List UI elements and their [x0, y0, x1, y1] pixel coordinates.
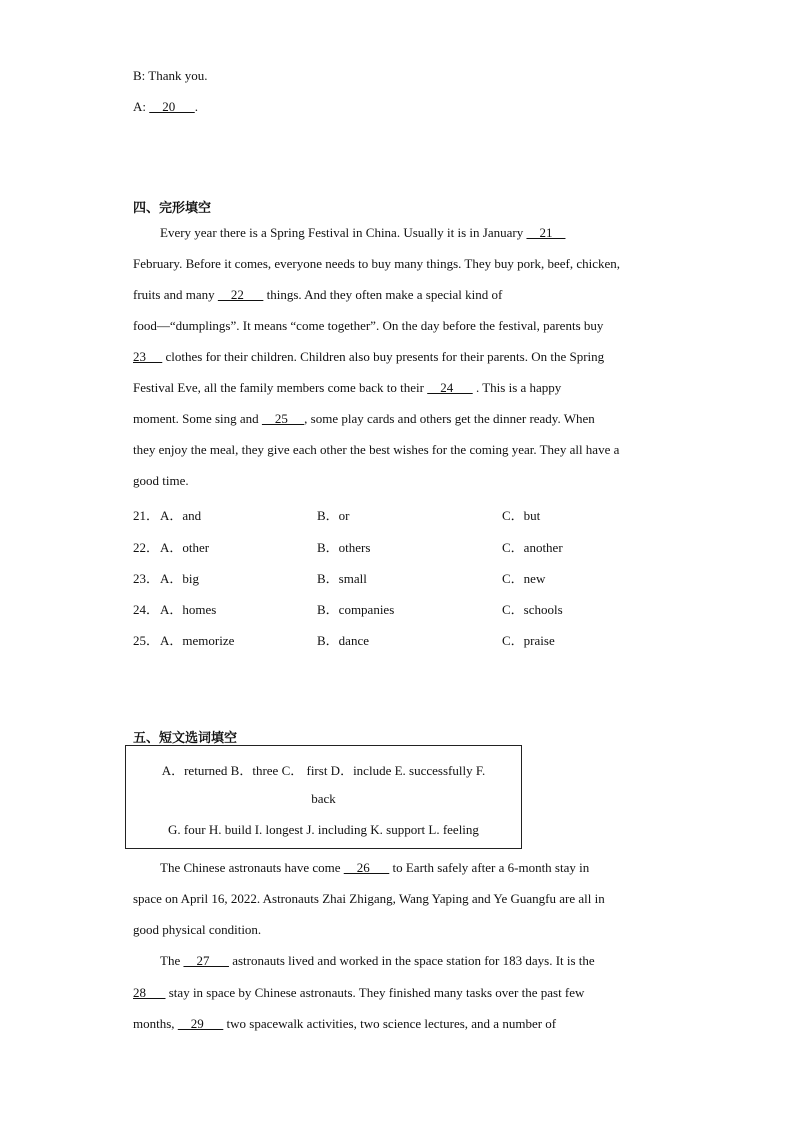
line-text: Festival Eve, all the family members come back to their [133, 380, 428, 395]
passage-line-5 [133, 985, 661, 1001]
question-number: 21． [133, 508, 160, 523]
option-a[interactable]: A．and [160, 508, 202, 523]
line-text: things. And they often make a special kind of [263, 287, 503, 302]
line-text: astronauts lived and worked in the space station for 183 days. It is the [228, 953, 595, 968]
passage-line-2 [133, 891, 661, 907]
cloze-line-2 [133, 256, 661, 272]
answer-blank-20[interactable]: 20 [149, 99, 195, 114]
cloze-line-1 [160, 225, 661, 241]
line-text: good time. [133, 473, 189, 488]
cloze-line-8 [133, 442, 661, 458]
question-number: 22． [133, 540, 160, 555]
answer-blank-26[interactable]: 26 [343, 860, 390, 875]
cloze-line-6 [133, 380, 661, 396]
option-b[interactable]: B．dance [317, 633, 369, 648]
option-c[interactable]: C．praise [502, 633, 555, 648]
option-b[interactable]: B．companies [317, 602, 395, 617]
line-text: fruits and many [133, 287, 218, 302]
cloze-line-7 [133, 411, 661, 427]
line-text: good physical condition. [133, 922, 262, 937]
answer-blank-24[interactable]: 24 [427, 380, 473, 395]
line-text: food—“dumplings”. It means “come together”. On the day before the festival, parents buy [133, 318, 604, 333]
question-number: 24． [133, 602, 160, 617]
dialog-a-prefix: A: [133, 99, 150, 114]
answer-blank-27[interactable]: 27 [183, 953, 229, 968]
line-text: to Earth safely after a 6-month stay in [389, 860, 590, 875]
option-c[interactable]: C．new [502, 571, 546, 586]
line-text: clothes for their children. Children also buy presents for their parents. On the Spring [162, 349, 605, 364]
option-c[interactable]: C．but [502, 508, 541, 523]
section-heading-word-fill: 五、短文选词填空 [133, 731, 238, 746]
line-text: moment. Some sing and [133, 411, 262, 426]
passage-line-3 [133, 922, 661, 938]
word-bank-line-2: back [311, 791, 336, 806]
option-c[interactable]: C．schools [502, 602, 563, 617]
cloze-line-9 [133, 473, 661, 489]
line-text: stay in space by Chinese astronauts. They finished many tasks over the past few [165, 985, 585, 1000]
line-text: two spacewalk activities, two science lectures, and a number of [223, 1016, 557, 1031]
question-number: 23． [133, 571, 160, 586]
answer-blank-28[interactable]: 28 [133, 985, 166, 1000]
cloze-line-3 [133, 287, 661, 303]
line-text: February. Before it comes, everyone needs to buy many things. They buy pork, beef, chicken, [133, 256, 620, 271]
option-b[interactable]: B．others [317, 540, 371, 555]
line-text: The Chinese astronauts have come [160, 860, 344, 875]
line-text: they enjoy the meal, they give each other the best wishes for the coming year. They all have a [133, 442, 620, 457]
cloze-line-4 [133, 318, 661, 334]
word-bank-line-3: G. four H. build I. longest J. including K. support L. feeling [168, 822, 479, 837]
answer-blank-22[interactable]: 22 [217, 287, 264, 302]
line-text: . This is a happy [472, 380, 562, 395]
answer-blank-25[interactable]: 25 [261, 411, 305, 426]
passage-line-6 [133, 1016, 661, 1032]
option-a[interactable]: A．homes [160, 602, 217, 617]
line-text: , some play cards and others get the dinner ready. When [304, 411, 595, 426]
passage-line-4 [160, 953, 661, 969]
line-text: space on April 16, 2022. Astronauts Zhai Zhigang, Wang Yaping and Ye Guangfu are all in [133, 891, 605, 906]
word-bank-box [125, 745, 522, 849]
dialog-a-suffix: . [194, 99, 198, 114]
word-bank-line-1: A．returned B．three C． first D．include E. successfully F. [161, 763, 486, 778]
option-b[interactable]: B．or [317, 508, 350, 523]
dialog-line-b: B: Thank you. [133, 68, 208, 83]
section-heading-cloze: 四、完形填空 [133, 201, 212, 216]
line-text: Every year there is a Spring Festival in China. Usually it is in January [160, 225, 527, 240]
option-a[interactable]: A．memorize [160, 633, 235, 648]
option-a[interactable]: A．other [160, 540, 210, 555]
question-number: 25． [133, 633, 160, 648]
option-b[interactable]: B．small [317, 571, 367, 586]
answer-blank-29[interactable]: 29 [177, 1016, 224, 1031]
dialog-line-a [133, 99, 198, 115]
line-text: months, [133, 1016, 178, 1031]
answer-blank-21[interactable]: 21 [526, 225, 566, 240]
option-c[interactable]: C．another [502, 540, 563, 555]
option-a[interactable]: A．big [160, 571, 200, 586]
answer-blank-23[interactable]: 23 [133, 349, 163, 364]
cloze-line-5 [133, 349, 661, 365]
line-text: The [160, 953, 184, 968]
passage-line-1 [160, 860, 661, 876]
